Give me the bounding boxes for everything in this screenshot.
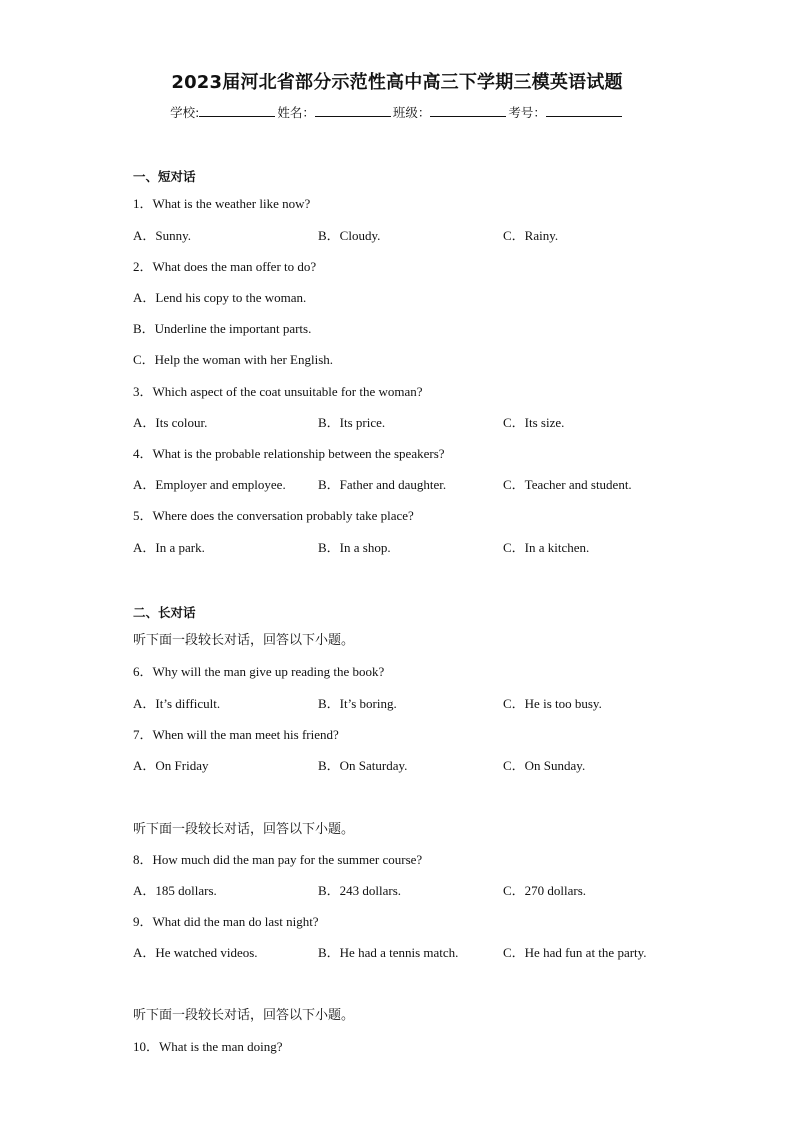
number-label: 考号： bbox=[508, 105, 546, 120]
question-4-stem: 4．What is the probable relationship between the speakers? bbox=[133, 446, 445, 461]
question-1-stem: 1．What is the weather like now? bbox=[133, 196, 311, 211]
question-1-option-c: C．Rainy. bbox=[503, 228, 559, 243]
name-blank[interactable] bbox=[315, 104, 391, 117]
question-8-stem: 8．How much did the man pay for the summer course? bbox=[133, 852, 423, 867]
name-label: 姓名： bbox=[277, 105, 315, 120]
question-4-option-a: A．Employer and employee. bbox=[133, 477, 286, 492]
question-5-stem: 5．Where does the conversation probably take place? bbox=[133, 508, 414, 523]
question-3-option-c: C．Its size. bbox=[503, 415, 565, 430]
class-blank[interactable] bbox=[430, 104, 506, 117]
question-1-option-b: B．Cloudy. bbox=[318, 228, 381, 243]
question-3-option-b: B．Its price. bbox=[318, 415, 386, 430]
question-2-option-c: C．Help the woman with her English. bbox=[133, 352, 334, 367]
question-5-option-a: A．In a park. bbox=[133, 540, 205, 555]
question-9-option-b: B．He had a tennis match. bbox=[318, 945, 459, 960]
school-label: 学校: bbox=[170, 105, 200, 120]
question-7-option-a: A．On Friday bbox=[133, 758, 209, 773]
question-10-stem: 10．What is the man doing? bbox=[133, 1039, 283, 1054]
question-6-option-c: C．He is too busy. bbox=[503, 696, 602, 711]
question-6-stem: 6．Why will the man give up reading the book? bbox=[133, 664, 385, 679]
question-4-option-b: B．Father and daughter. bbox=[318, 477, 447, 492]
question-9-option-c: C．He had fun at the party. bbox=[503, 945, 647, 960]
instruction-3: 听下面一段较长对话，回答以下小题。 bbox=[133, 1008, 355, 1023]
question-7-option-b: B．On Saturday. bbox=[318, 758, 408, 773]
question-2-option-b: B．Underline the important parts. bbox=[133, 321, 312, 336]
number-blank[interactable] bbox=[546, 104, 622, 117]
question-8-option-b: B．243 dollars. bbox=[318, 883, 402, 898]
section-heading-short-dialogues: 一、短对话 bbox=[133, 169, 196, 184]
page-title: 2023届河北省部分示范性高中高三下学期三模英语试题 bbox=[171, 72, 623, 93]
question-1-option-a: A．Sunny. bbox=[133, 228, 192, 243]
question-2-option-a: A．Lend his copy to the woman. bbox=[133, 290, 307, 305]
question-8-option-c: C．270 dollars. bbox=[503, 883, 587, 898]
question-6-option-b: B．It’s boring. bbox=[318, 696, 397, 711]
student-info-row bbox=[0, 103, 794, 121]
question-6-option-a: A．It’s difficult. bbox=[133, 696, 221, 711]
school-blank[interactable] bbox=[199, 104, 275, 117]
question-9-stem: 9．What did the man do last night? bbox=[133, 914, 319, 929]
question-2-stem: 2．What does the man offer to do? bbox=[133, 259, 317, 274]
section-heading-long-dialogues: 二、长对话 bbox=[133, 605, 196, 620]
question-3-option-a: A．Its colour. bbox=[133, 415, 208, 430]
class-label: 班级： bbox=[392, 105, 431, 120]
question-3-stem: 3．Which aspect of the coat unsuitable for the woman? bbox=[133, 384, 423, 399]
question-8-option-a: A．185 dollars. bbox=[133, 883, 217, 898]
question-5-option-c: C．In a kitchen. bbox=[503, 540, 590, 555]
question-4-option-c: C．Teacher and student. bbox=[503, 477, 632, 492]
question-9-option-a: A．He watched videos. bbox=[133, 945, 258, 960]
question-7-stem: 7．When will the man meet his friend? bbox=[133, 727, 339, 742]
instruction-1: 听下面一段较长对话，回答以下小题。 bbox=[133, 633, 355, 648]
question-7-option-c: C．On Sunday. bbox=[503, 758, 586, 773]
instruction-2: 听下面一段较长对话，回答以下小题。 bbox=[133, 822, 355, 837]
question-5-option-b: B．In a shop. bbox=[318, 540, 391, 555]
